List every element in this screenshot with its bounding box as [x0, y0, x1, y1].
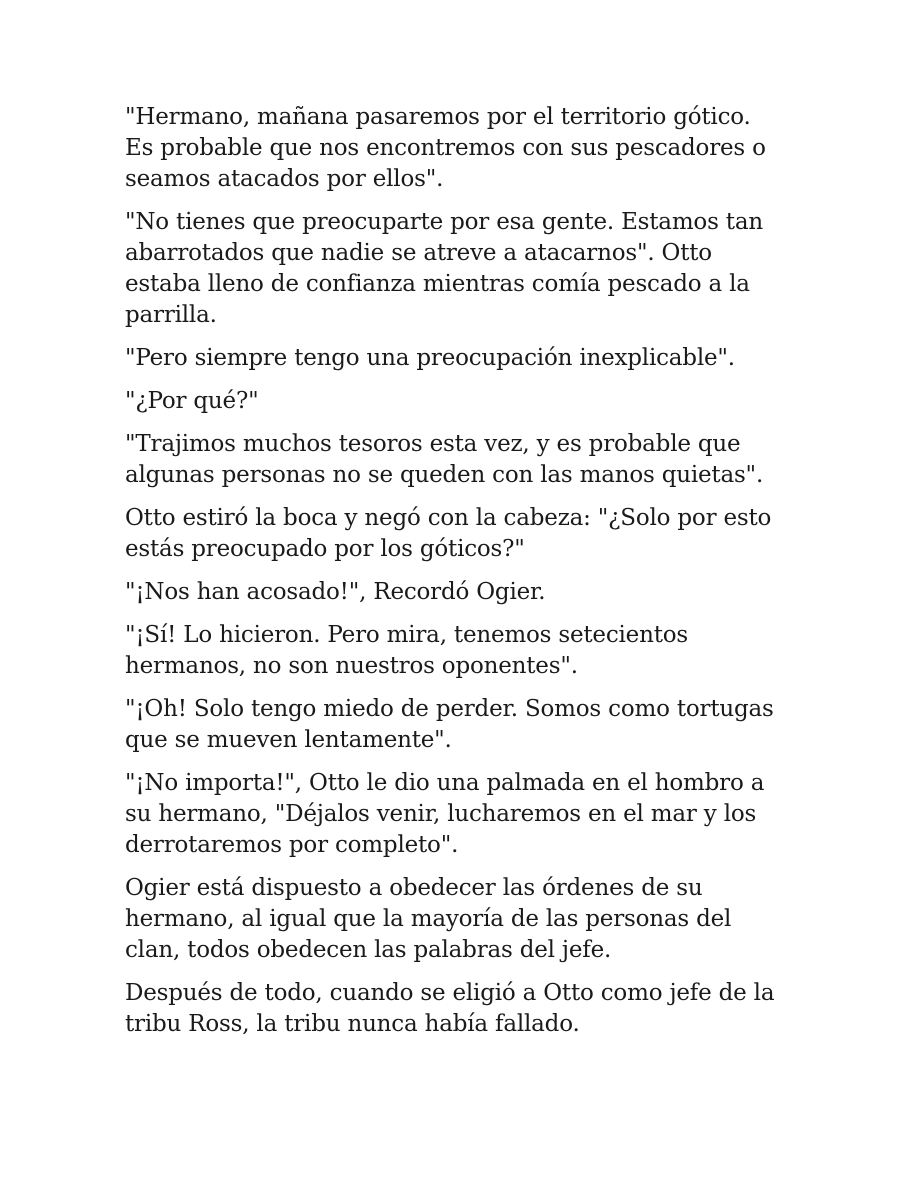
paragraph: "¡Nos han acosado!", Recordó Ogier. — [125, 579, 546, 605]
paragraph: "No tienes que preocuparte por esa gente. Estamos tan abarrotados que nadie se atreve a atacarnos". Otto estaba lleno de confianza mientras comía pescado a la parrilla. — [125, 209, 763, 328]
paragraph: Ogier está dispuesto a obedecer las órdenes de su hermano, al igual que la mayoría de las personas del clan, todos obedecen las palabras del jefe. — [125, 875, 732, 963]
paragraph: "¡No importa!", Otto le dio una palmada en el hombro a su hermano, "Déjalos venir, lucharemos en el mar y los derrotaremos por completo". — [125, 770, 765, 858]
paragraph: Otto estiró la boca y negó con la cabeza: "¿Solo por esto estás preocupado por los góticos?" — [125, 505, 772, 562]
paragraph: "Pero siempre tengo una preocupación inexplicable". — [125, 345, 735, 371]
paragraph: "Hermano, mañana pasaremos por el territorio gótico. Es probable que nos encontremos con sus pescadores o seamos atacados por ellos". — [125, 104, 766, 192]
paragraph: "¡Oh! Solo tengo miedo de perder. Somos como tortugas que se mueven lentamente". — [125, 696, 774, 753]
story-text — [125, 102, 785, 1052]
paragraph: "¿Por qué?" — [125, 388, 259, 414]
paragraph: Después de todo, cuando se eligió a Otto como jefe de la tribu Ross, la tribu nunca había fallado. — [125, 980, 775, 1037]
paragraph: "¡Sí! Lo hicieron. Pero mira, tenemos setecientos hermanos, no son nuestros oponentes". — [125, 622, 688, 679]
paragraph: "Trajimos muchos tesoros esta vez, y es probable que algunas personas no se queden con las manos quietas". — [125, 431, 764, 488]
